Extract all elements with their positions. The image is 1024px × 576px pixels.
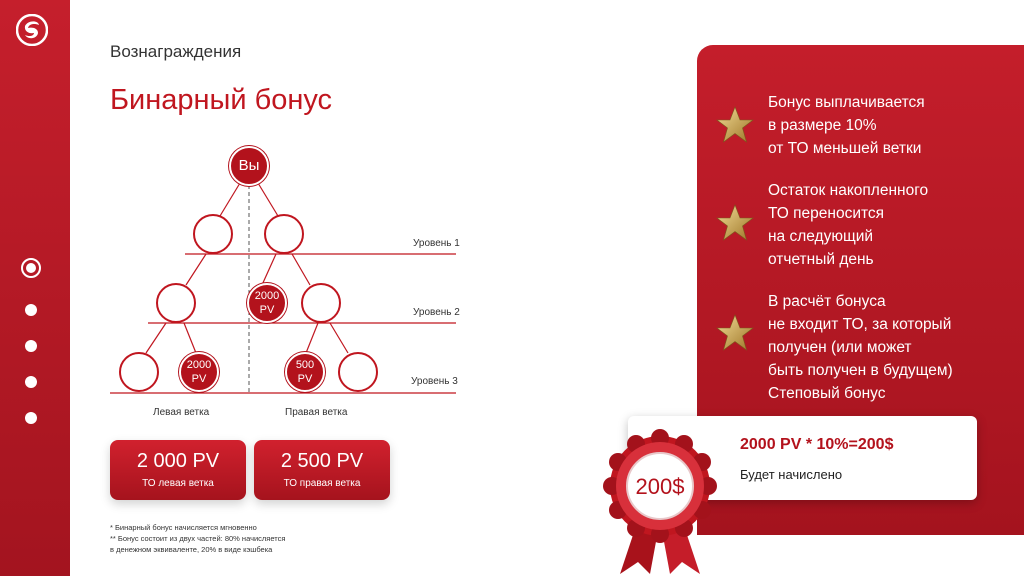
bonus-formula: 2000 PV * 10%=200$: [740, 436, 894, 453]
tree-node-l2-a: [156, 283, 196, 323]
tree-node-l3-b: [179, 352, 219, 392]
benefit-line: в размере 10%: [768, 117, 877, 134]
level-3-label: Уровень 3: [411, 376, 458, 387]
benefit-line: от ТО меньшей ветки: [768, 140, 922, 157]
node-value: 2000: [254, 290, 280, 302]
benefit-line: В расчёт бонуса: [768, 293, 886, 310]
card-label: ТО правая ветка: [283, 478, 361, 489]
card-value: 2 500 PV: [280, 450, 364, 472]
tree-node-l3-d: [338, 352, 378, 392]
node-value: 500: [295, 359, 315, 371]
node-unit: PV: [297, 373, 313, 385]
footnote-line: в денежном эквиваленте, 20% в виде кэшбека: [110, 545, 273, 554]
right-branch-label: Правая ветка: [285, 407, 348, 418]
page-subtitle: Вознаграждения: [110, 42, 242, 61]
gold-star-icon: [715, 203, 755, 243]
benefit-line: не входит ТО, за который: [768, 316, 952, 333]
tree-node-l1-left: [193, 214, 233, 254]
benefit-line: получен (или может: [768, 339, 912, 356]
bonus-note: Будет начислено: [740, 467, 843, 482]
right-branch-card: [254, 440, 390, 500]
node-unit: PV: [259, 304, 275, 316]
tree-node-l1-right: [264, 214, 304, 254]
footnote-line: * Бинарный бонус начисляется мгновенно: [110, 523, 257, 532]
benefit-2: [768, 179, 1018, 271]
footnotes: [110, 522, 350, 555]
benefit-line: Остаток накопленного: [768, 182, 929, 199]
tree-node-l3-c: [285, 352, 325, 392]
badge-amount: 200$: [635, 474, 685, 499]
footnote-line: ** Бонус состоит из двух частей: 80% начисляется: [110, 534, 286, 543]
node-you: Вы: [229, 146, 269, 186]
tree-node-l2-c: [301, 283, 341, 323]
benefit-3: [768, 290, 1018, 405]
benefit-line: на следующий: [768, 228, 874, 245]
benefit-line: Степовый бонус: [768, 385, 886, 402]
node-value: 2000: [186, 359, 212, 371]
card-value: 2 000 PV: [136, 450, 220, 472]
node-unit: PV: [191, 373, 207, 385]
gold-star-icon: [715, 105, 755, 145]
tree-node-l2-b: [247, 283, 287, 323]
gold-star-icon: [715, 313, 755, 353]
left-branch-label: Левая ветка: [153, 407, 210, 418]
benefit-line: ТО переносится: [768, 205, 885, 222]
level-1-label: Уровень 1: [413, 238, 460, 249]
award-rosette-icon: [598, 428, 722, 576]
page-title: Бинарный бонус: [110, 84, 333, 116]
benefit-line: быть получен в будущем): [768, 362, 953, 379]
level-2-label: Уровень 2: [413, 307, 460, 318]
card-label: ТО левая ветка: [142, 478, 214, 489]
benefit-line: отчетный день: [768, 251, 874, 268]
benefit-line: Бонус выплачивается: [768, 94, 925, 111]
benefit-1: [768, 91, 1018, 160]
tree-node-l3-a: [119, 352, 159, 392]
left-branch-card: [110, 440, 246, 500]
